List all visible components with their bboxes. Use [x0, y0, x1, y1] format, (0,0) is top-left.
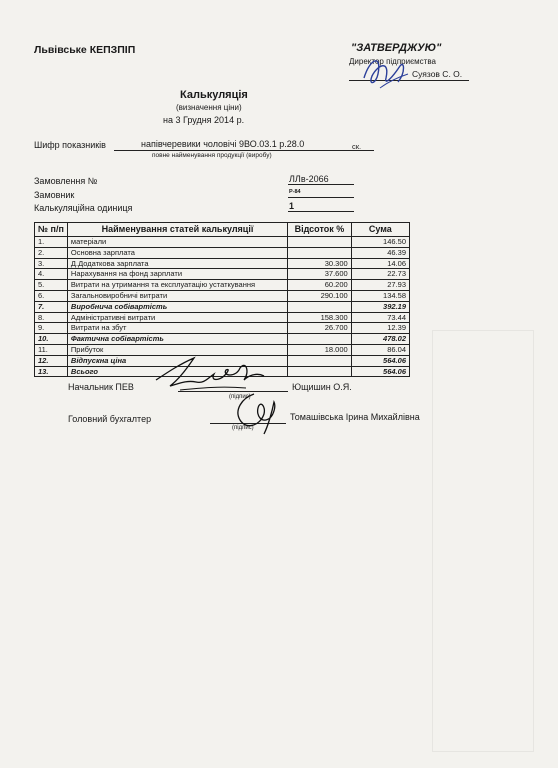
row-item-name: Виробнича собівартість [67, 301, 287, 312]
row-percent [288, 237, 352, 248]
order-label: Замовлення № [34, 176, 98, 186]
row-percent: 158.300 [288, 312, 352, 323]
customer-underline [288, 197, 354, 198]
row-sum: 146.50 [351, 237, 409, 248]
row-percent [288, 301, 352, 312]
row-sum: 27.93 [351, 280, 409, 291]
calc-unit-value: 1 [289, 201, 295, 211]
accountant-signature-caption: (підпис) [232, 425, 254, 431]
chief-title: Начальник ПЕВ [68, 382, 134, 392]
row-number: 13. [35, 366, 68, 377]
row-item-name: Адміністративні витрати [67, 312, 287, 323]
row-percent [288, 355, 352, 366]
row-sum: 14.06 [351, 258, 409, 269]
calc-unit-underline [288, 211, 354, 212]
row-number: 5. [35, 280, 68, 291]
table-row [35, 258, 410, 269]
accountant-name: Томашівська Ірина Михайлівна [290, 412, 420, 422]
customer-value: Р-84 [289, 189, 301, 195]
document-subtitle: (визначення ціни) [176, 103, 242, 112]
product-note: повне найменування продукції (виробу) [152, 152, 272, 159]
row-sum: 73.44 [351, 312, 409, 323]
row-item-name: матеріали [67, 237, 287, 248]
row-sum: 22.73 [351, 269, 409, 280]
row-number: 3. [35, 258, 68, 269]
row-number: 8. [35, 312, 68, 323]
table-row [35, 334, 410, 345]
column-header-sum: Сума [351, 223, 409, 237]
product-unit: ск. [352, 142, 362, 151]
product-code-label: Шифр показників [34, 140, 106, 150]
row-item-name: Фактична собівартість [67, 334, 287, 345]
table-header-row [35, 223, 410, 237]
accountant-title: Головний бухгалтер [68, 414, 152, 424]
row-sum: 86.04 [351, 344, 409, 355]
product-name: напівчеревики чоловічі 9ВО.03.1 р.28.0 [141, 139, 305, 149]
row-sum: 12.39 [351, 323, 409, 334]
row-item-name: Прибуток [67, 344, 287, 355]
row-item-name: Основна зарплата [67, 247, 287, 258]
row-sum: 564.06 [351, 355, 409, 366]
order-underline [288, 184, 354, 185]
row-number: 11. [35, 344, 68, 355]
bleed-through-marks [432, 330, 534, 752]
calc-unit-label: Калькуляційна одиниця [34, 203, 133, 213]
table-row [35, 312, 410, 323]
accountant-signature [224, 390, 284, 436]
row-percent [288, 247, 352, 258]
row-number: 6. [35, 290, 68, 301]
row-item-name: Всього [67, 366, 287, 377]
row-item-name: Д.Додаткова зарплата [67, 258, 287, 269]
row-sum: 478.02 [351, 334, 409, 345]
document-date: на 3 Грудня 2014 р. [163, 115, 245, 125]
row-item-name: Відпускна ціна [67, 355, 287, 366]
row-item-name: Витрати на утримання та експлуатацію устаткування [67, 280, 287, 291]
order-number: ЛЛв-2066 [289, 174, 329, 184]
table-row [35, 301, 410, 312]
table-row [35, 269, 410, 280]
table-row [35, 323, 410, 334]
table-row [35, 290, 410, 301]
row-percent [288, 334, 352, 345]
row-percent: 37.600 [288, 269, 352, 280]
customer-label: Замовник [34, 190, 75, 200]
row-item-name: Загальновиробничі витрати [67, 290, 287, 301]
column-header-number: № п/п [35, 223, 68, 237]
row-sum: 46.39 [351, 247, 409, 258]
table-row [35, 237, 410, 248]
table-row [35, 247, 410, 258]
row-percent: 18.000 [288, 344, 352, 355]
row-percent: 60.200 [288, 280, 352, 291]
director-title: Директор підприємства [349, 57, 436, 66]
row-percent [288, 366, 352, 377]
row-number: 9. [35, 323, 68, 334]
row-number: 2. [35, 247, 68, 258]
row-sum: 564.06 [351, 366, 409, 377]
table-row [35, 280, 410, 291]
row-percent: 26.700 [288, 323, 352, 334]
column-header-item: Найменування статей калькуляції [67, 223, 287, 237]
director-signature [356, 48, 416, 94]
column-header-percent: Відсоток % [288, 223, 352, 237]
chief-name: Ющишин О.Я. [292, 382, 352, 392]
approve-label: "ЗАТВЕРДЖУЮ" [351, 42, 442, 54]
row-sum: 392.19 [351, 301, 409, 312]
row-item-name: Витрати на збут [67, 323, 287, 334]
product-underline [114, 150, 374, 151]
row-percent: 290.100 [288, 290, 352, 301]
row-percent: 30.300 [288, 258, 352, 269]
organization-name: Львівське КЕПЗПІП [34, 44, 136, 56]
row-sum: 134.58 [351, 290, 409, 301]
director-name: Суязов С. О. [412, 69, 463, 79]
row-number: 10. [35, 334, 68, 345]
row-number: 12. [35, 355, 68, 366]
chief-signature-caption: (підпис) [229, 394, 251, 400]
document-title: Калькуляція [180, 89, 248, 101]
row-number: 7. [35, 301, 68, 312]
row-number: 1. [35, 237, 68, 248]
row-number: 4. [35, 269, 68, 280]
row-item-name: Нарахування на фонд зарплати [67, 269, 287, 280]
